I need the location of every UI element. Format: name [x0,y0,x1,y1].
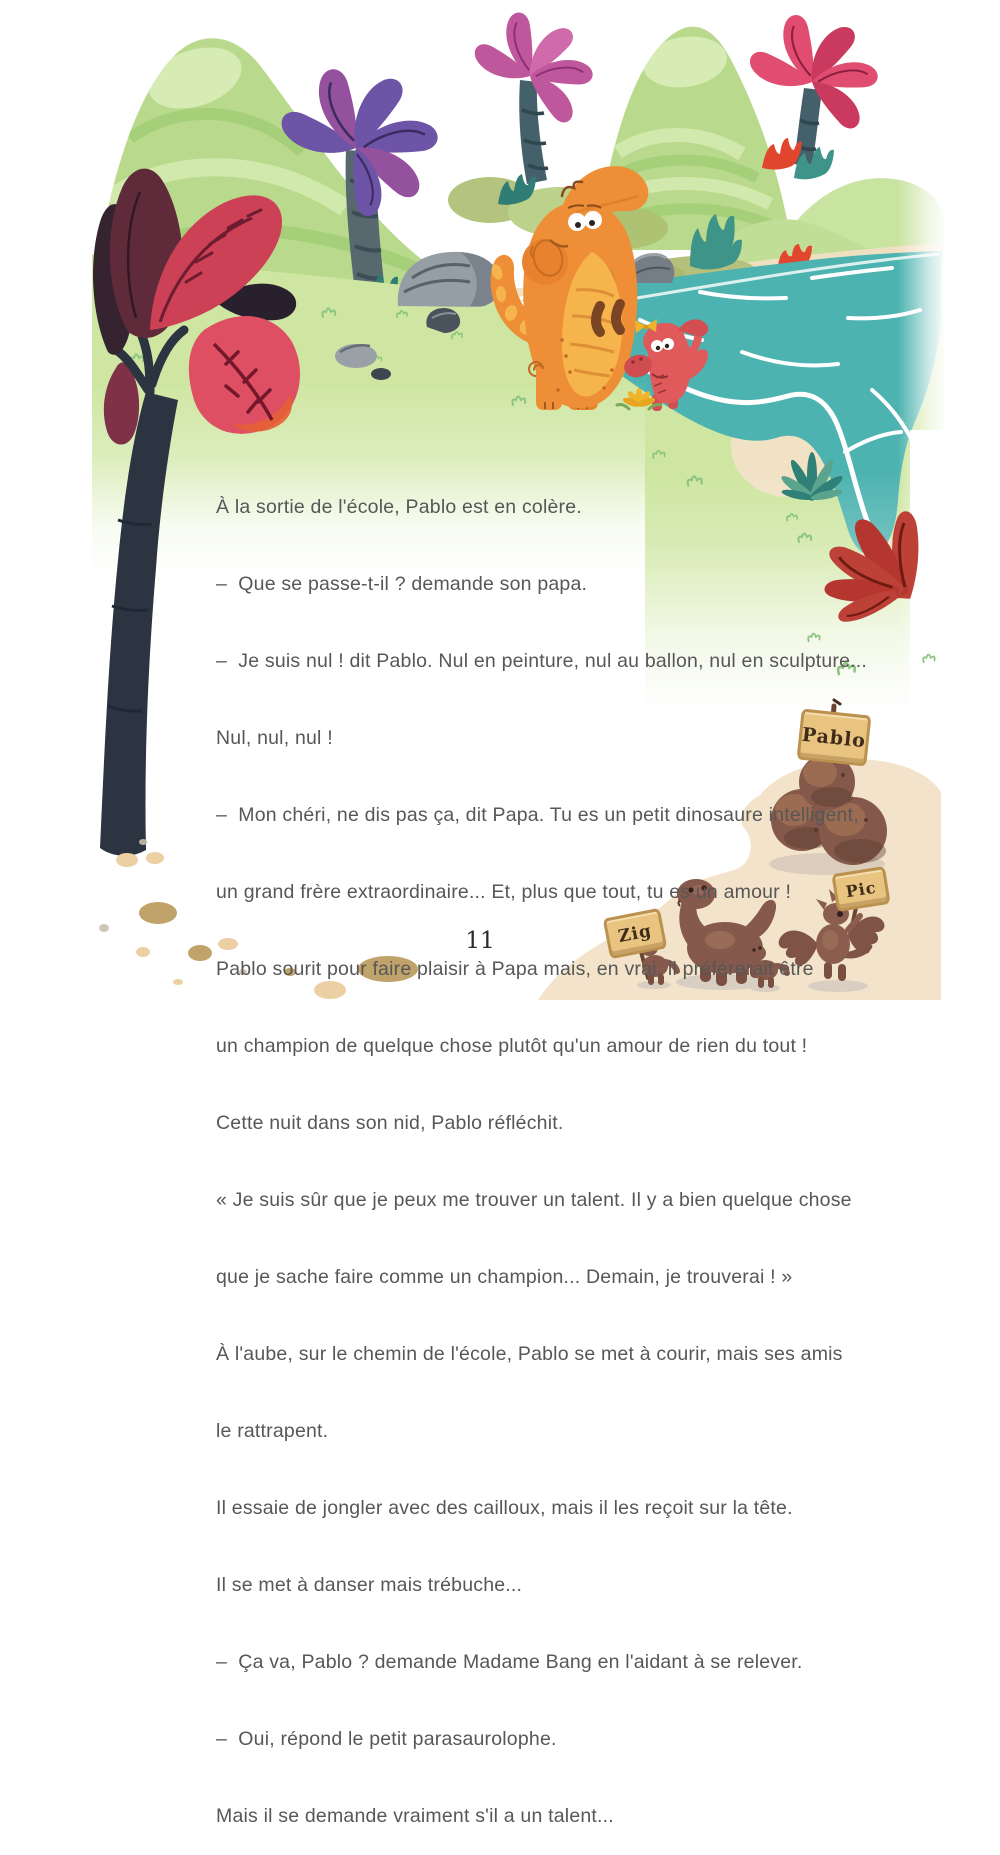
story-line: « Je suis sûr que je peux me trouver un talent. Il y a bien quelque chose [216,1189,852,1212]
story-line: Cette nuit dans son nid, Pablo réfléchit. [216,1112,564,1135]
story-line: que je sache faire comme un champion... Demain, je trouverai ! » [216,1266,793,1288]
story-line: À la sortie de l'école, Pablo est en colère. [216,496,582,519]
story-line: – Mon chéri, ne dis pas ça, dit Papa. Tu es un petit dinosaure intelligent, [216,804,859,827]
story-line: un grand frère extraordinaire... Et, plus que tout, tu es un amour ! [216,881,792,904]
story-line: – Que se passe-t-il ? demande son papa. [216,573,588,596]
story-line: Il se met à danser mais trébuche... [216,1573,523,1596]
arm-left [596,306,600,332]
story-line: un champion de quelque chose plutôt qu'un amour de rien du tout ! [216,1035,808,1058]
story-line: Il essaie de jongler avec des cailloux, mais il les reçoit sur la tête. [216,1496,793,1519]
story-line: À l'aube, sur le chemin de l'école, Pablo se met à courir, mais ses amis [216,1342,843,1365]
story-line: – Je suis nul ! dit Pablo. Nul en peinture, nul au ballon, nul en sculpture... [216,650,868,673]
story-text [216,444,906,1855]
story-line: Mais il se demande vraiment s'il a un talent... [216,1804,614,1827]
red-grass-tuft [762,138,802,170]
arm-right [616,304,620,330]
sign-zig-label: Zig [616,920,654,947]
page-number: 11 [465,928,495,954]
story-line: le rattrapent. [216,1419,329,1442]
sign-pic-label: Pic [844,877,878,901]
story-line: Nul, nul, nul ! [216,727,333,750]
story-line: Pablo sourit pour faire plaisir à Papa mais, en vrai, il préférerait être [216,958,814,981]
story-line: – Ça va, Pablo ? demande Madame Bang en l'aidant à se relever. [216,1650,803,1673]
story-line: – Oui, répond le petit parasaurolophe. [216,1727,557,1750]
palm-tree-magenta [470,10,594,205]
palm-tree-pink [746,12,880,180]
sign-pablo-label: Pablo [800,723,868,752]
